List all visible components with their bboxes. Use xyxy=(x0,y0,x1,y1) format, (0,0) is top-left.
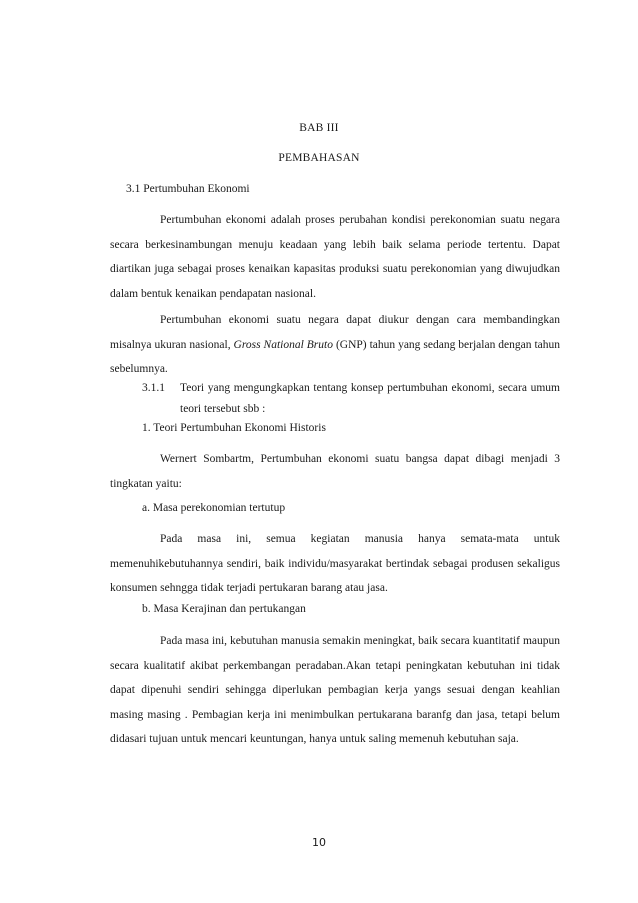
page-number: 10 xyxy=(312,836,326,849)
paragraph-text: Pada masa ini, semua kegiatan manusia hanya semata-mata untuk memenuhikebutuhannya sendiri, baik individu/masyarakat bertindak sebagai produsen sekaligus konsumen sehngga tidak terjadi pertukaran barang atau jasa. xyxy=(110,533,560,595)
chapter-label: BAB III xyxy=(299,122,339,134)
paragraph-text: Wernert Sombartm, Pertumbuhan ekonomi suatu bangsa dapat dibagi menjadi 3 tingkatan yaitu: xyxy=(110,453,560,490)
subsection-text: Teori yang mengungkapkan tentang konsep pertumbuhan ekonomi, secara umum teori tersebut sbb : xyxy=(180,382,560,415)
paragraph-economic-growth-definition xyxy=(110,208,560,306)
paragraph-stage-b xyxy=(110,629,560,752)
subsection-number: 3.1.1 xyxy=(142,382,165,394)
chapter-title: PEMBAHASAN xyxy=(278,152,360,164)
paragraph-text-end: (GNP) tahun yang sedang berjalan dengan tahun sebelumnya. xyxy=(110,338,561,376)
stage-heading-a: a. Masa perekonomian tertutup xyxy=(142,502,286,514)
paragraph-stage-a xyxy=(110,527,560,601)
stage-heading-b: b. Masa Kerajinan dan pertukangan xyxy=(142,603,306,615)
section-heading-3-1: 3.1 Pertumbuhan Ekonomi xyxy=(126,183,250,195)
paragraph-text: Pertumbuhan ekonomi adalah proses perubahan kondisi perekonomian suatu negara secara berkesinambungan menuju keadaan yang lebih baik selama periode tertentu. Dapat diartikan juga sebagai proses kenaikan kapasitas produksi suatu perekonomian yang diwujudkan dalam bentuk kenaikan pendapatan nasional. xyxy=(110,214,560,300)
paragraph-text-start: Pertumbuhan ekonomi suatu negara dapat diukur dengan cara membandingkan misalnya ukuran nasional, xyxy=(110,314,560,351)
paragraph-economic-growth-measurement xyxy=(110,308,560,382)
paragraph-text: Pada masa ini, kebutuhan manusia semakin meningkat, baik secara kuantitatif maupun secara kualitatif akibat perkembangan peradaban.Akan tetapi peningkatan kebutuhan ini tidak dapat dipenuhi sendiri sehingga diperlukan pembagian kerja yangs sesuai dengan keahlian masing masing . Pembagian kerja ini menimbulkan pertukarana baranfg dan jasa, tetapi belum didasari tujuan untuk mencari keuntungan, hanya untuk saling memenuh kebutuhan saja. xyxy=(110,635,560,746)
gnp-term: Gross National Bruto xyxy=(233,338,333,351)
paragraph-sombart xyxy=(110,447,560,496)
theory-heading-historis: 1. Teori Pertumbuhan Ekonomi Historis xyxy=(142,422,326,434)
